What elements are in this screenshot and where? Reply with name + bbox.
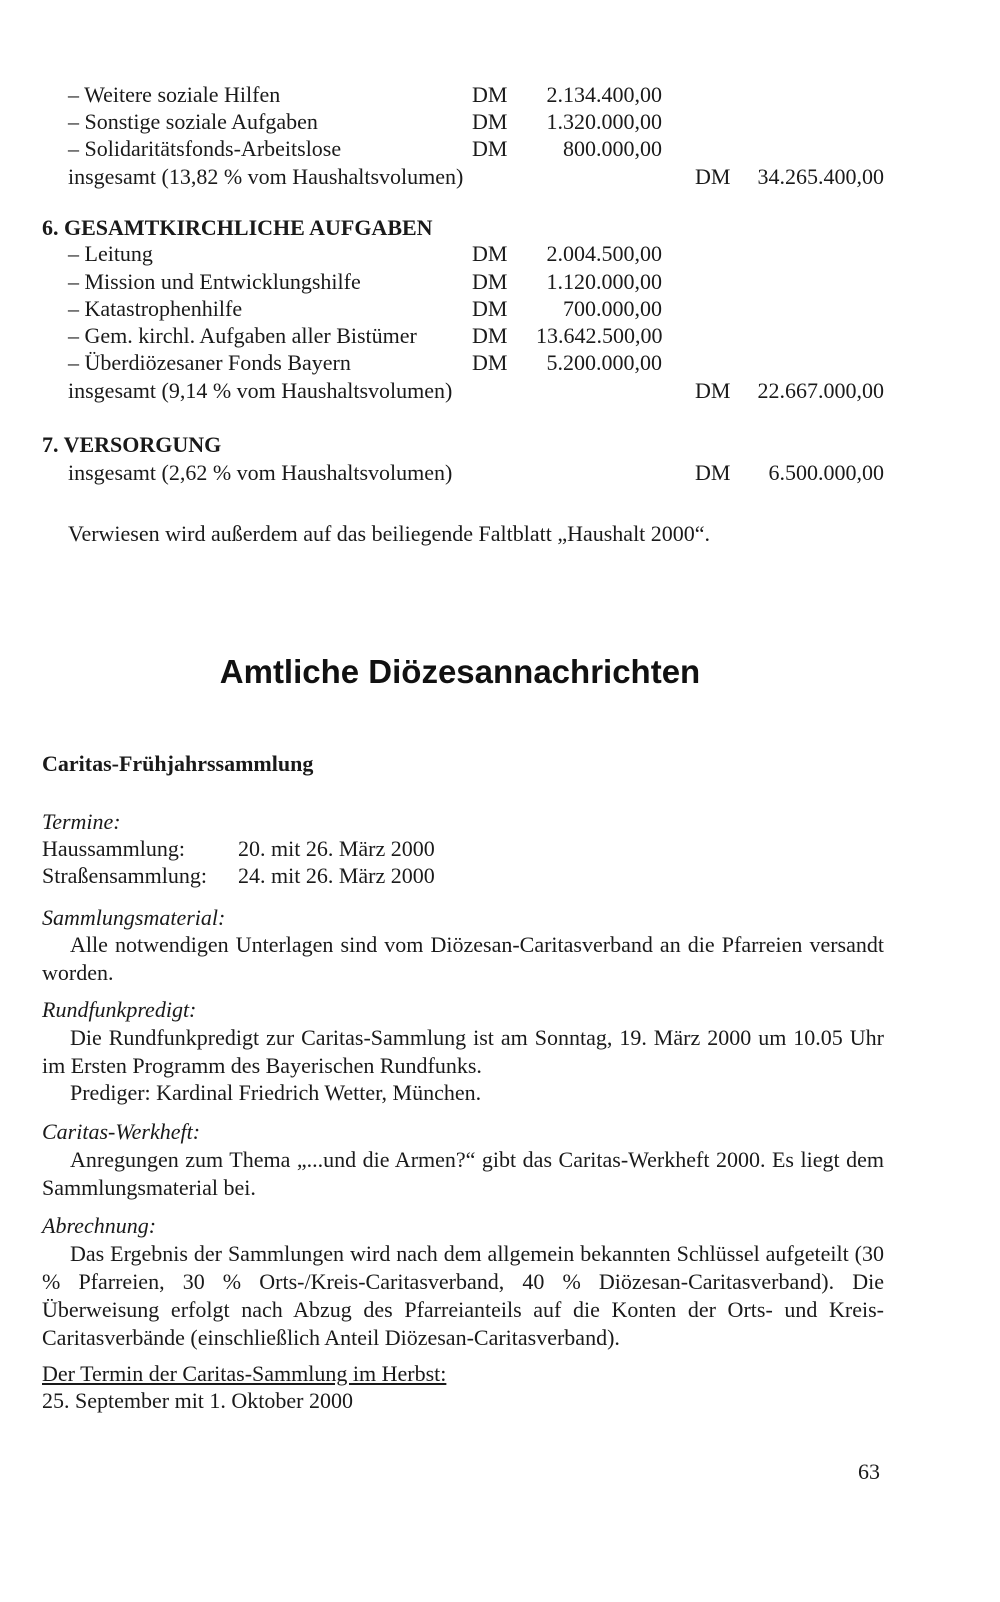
budget-row-label: – Mission und Entwicklungshilfe <box>68 269 361 294</box>
sammlungsmaterial-label: Sammlungsmaterial: <box>42 905 226 930</box>
budget-row-label: – Leitung <box>68 241 153 266</box>
budget-row-currency: DM <box>472 323 508 348</box>
rundfunkpredigt-label: Rundfunkpredigt: <box>42 997 197 1022</box>
budget-row-currency: DM <box>472 136 508 161</box>
section-7-title: 7. VERSORGUNG <box>42 432 222 457</box>
budget-row-label: – Sonstige soziale Aufgaben <box>68 109 318 134</box>
herbst-termin-label: Der Termin der Caritas-Sammlung im Herbst: <box>42 1361 447 1386</box>
strassensammlung-label: Straßensammlung: <box>42 863 207 888</box>
section-6-total-label: insgesamt (9,14 % vom Haushaltsvolumen) <box>68 378 453 403</box>
abrechnung-text: Das Ergebnis der Sammlungen wird nach dem allgemein bekannten Schlüssel aufgeteilt (30 % Pfarreien, 30 % Orts-/Kreis-Caritasverband, 40 % Diözesan-Caritasverband). Die Überweisung erfolgt nach Abzug des Pfarreianteils auf die Konten der Orts- und Kreis-Caritasverbände (einschließlich Anteil Diözesan-Caritasverband). <box>42 1241 884 1350</box>
budget-row-amount: 800.000,00 <box>563 136 662 161</box>
budget-row-label: – Katastrophenhilfe <box>68 296 243 321</box>
section-6-total-currency: DM <box>695 378 731 403</box>
caritas-heading: Caritas-Frühjahrssammlung <box>42 751 314 776</box>
budget-row-label: – Solidaritätsfonds-Arbeitslose <box>68 136 342 161</box>
budget-row-currency: DM <box>472 350 508 375</box>
section-7-total-currency: DM <box>695 460 731 485</box>
strassensammlung-date: 24. mit 26. März 2000 <box>238 863 435 888</box>
section-6-total-amount: 22.667.000,00 <box>757 378 884 403</box>
budget-row-amount: 700.000,00 <box>563 296 662 321</box>
social-total-label: insgesamt (13,82 % vom Haushaltsvolumen) <box>68 164 464 189</box>
budget-row-currency: DM <box>472 296 508 321</box>
werkheft-text: Anregungen zum Thema „...und die Armen?“ gibt das Caritas-Werkheft 2000. Es liegt dem Sammlungsmaterial bei. <box>42 1147 884 1200</box>
section-7-total-amount: 6.500.000,00 <box>768 460 884 485</box>
herbst-termin-date: 25. September mit 1. Oktober 2000 <box>42 1388 354 1413</box>
budget-row-label: – Überdiözesaner Fonds Bayern <box>68 350 351 375</box>
page-title: Amtliche Diözesannachrichten <box>219 653 701 690</box>
termine-label: Termine: <box>42 809 121 834</box>
budget-row-amount: 2.004.500,00 <box>546 241 662 266</box>
budget-note: Verwiesen wird außerdem auf das beiliegende Faltblatt „Haushalt 2000“. <box>68 521 711 546</box>
budget-row-currency: DM <box>472 269 508 294</box>
social-total-currency: DM <box>695 164 731 189</box>
social-total-amount: 34.265.400,00 <box>757 164 884 189</box>
haussammlung-date: 20. mit 26. März 2000 <box>238 836 435 861</box>
prediger-text: Prediger: Kardinal Friedrich Wetter, München. <box>70 1080 482 1105</box>
budget-row-amount: 5.200.000,00 <box>546 350 662 375</box>
budget-row-label: – Gem. kirchl. Aufgaben aller Bistümer <box>68 323 417 348</box>
budget-row-currency: DM <box>472 241 508 266</box>
budget-row-label: – Weitere soziale Hilfen <box>68 82 281 107</box>
sammlungsmaterial-text: Alle notwendigen Unterlagen sind vom Diözesan-Caritasverband an die Pfarreien versandt worden. <box>42 932 884 985</box>
section-7-total-label: insgesamt (2,62 % vom Haushaltsvolumen) <box>68 460 453 485</box>
budget-row-amount: 1.120.000,00 <box>546 269 662 294</box>
page-number: 63 <box>858 1459 880 1484</box>
werkheft-label: Caritas-Werkheft: <box>42 1119 201 1144</box>
budget-row-amount: 2.134.400,00 <box>546 82 662 107</box>
budget-row-currency: DM <box>472 109 508 134</box>
budget-row-currency: DM <box>472 82 508 107</box>
budget-row-amount: 13.642.500,00 <box>536 323 663 348</box>
budget-row-amount: 1.320.000,00 <box>546 109 662 134</box>
section-6-title: 6. GESAMTKIRCHLICHE AUFGABEN <box>42 215 433 240</box>
haussammlung-label: Haussammlung: <box>42 836 185 861</box>
abrechnung-label: Abrechnung: <box>42 1213 157 1238</box>
rundfunkpredigt-text: Die Rundfunkpredigt zur Caritas-Sammlung ist am Sonntag, 19. März 2000 um 10.05 Uhr im Ersten Programm des Bayerischen Rundfunks. <box>42 1025 884 1078</box>
